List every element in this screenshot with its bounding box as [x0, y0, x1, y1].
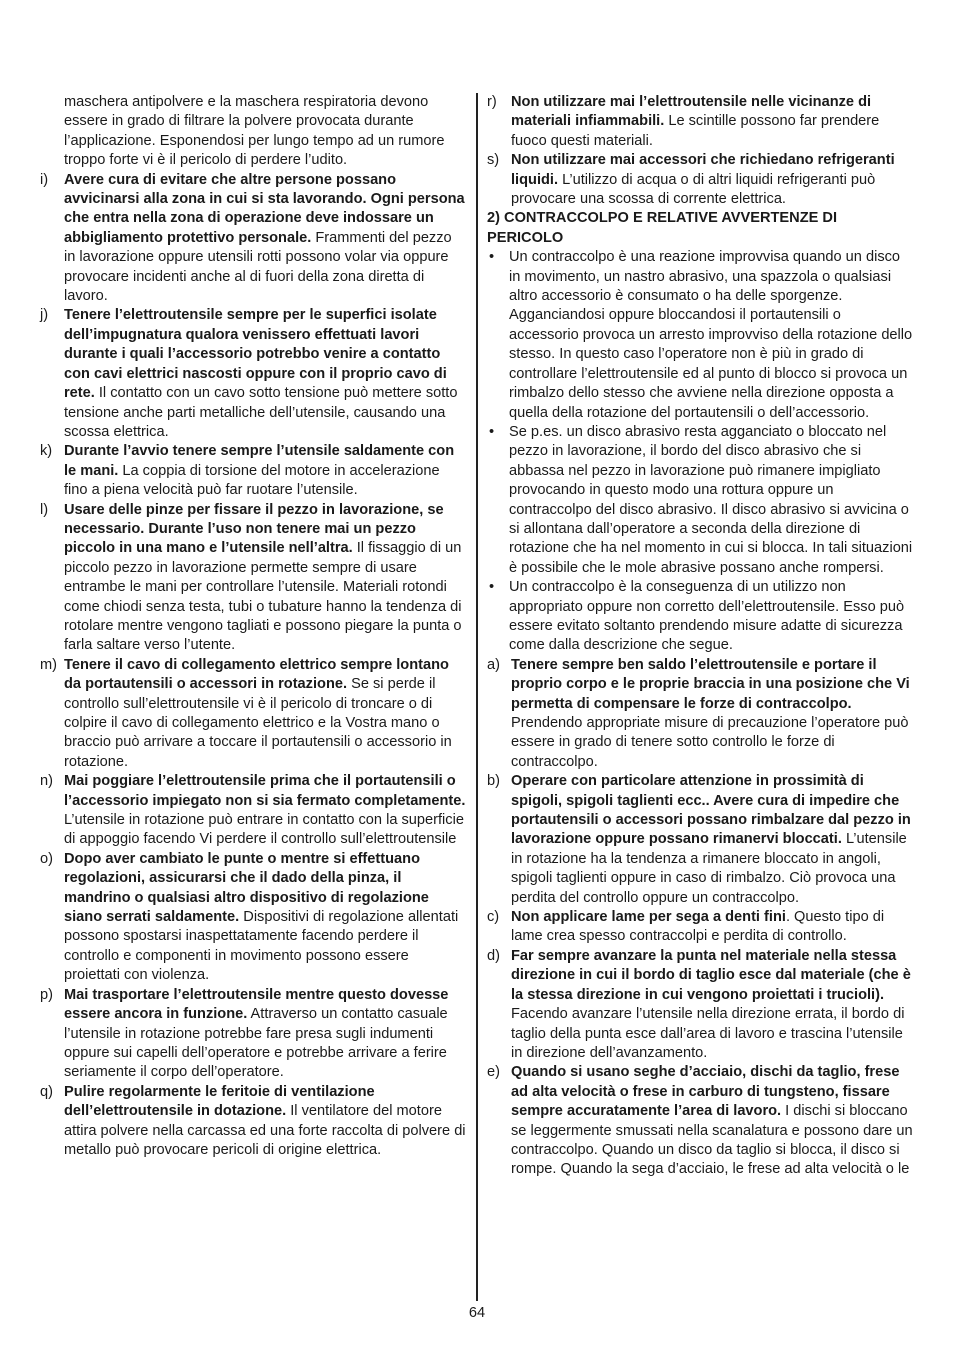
left-column [40, 93, 466, 1160]
item-text: . Questo tipo di lame crea spesso contraccolpi e perdita di controllo. [511, 909, 885, 945]
item-label: l) [40, 501, 49, 518]
item-warning: Far sempre avanzare la punta nel materiale nella stessa direzione in cui il bordo di taglio esce dal materiale (che è la stessa direzione in cui vengono proiettati i trucioli). [511, 947, 911, 1003]
item-label: s) [487, 152, 500, 169]
item-warning: Quando si usano seghe d’acciaio, dischi da taglio, frese ad alta velocità o frese in carburo di tungsteno, fissare sempre accuratamente l’area di lavoro. [511, 1064, 900, 1120]
item-warning: Pulire regolarmente le feritoie di ventilazione dell’elettroutensile in dotazione. [64, 1083, 375, 1120]
item-label: n) [40, 773, 53, 790]
item-label: k) [40, 443, 53, 460]
list-item-r [487, 93, 913, 151]
item-warning: Usare delle pinze per fissare il pezzo in lavorazione, se necessario. Durante l’uso non tenere mai un pezzo piccolo in una mano e l’utensile nell’altra. [64, 501, 444, 557]
list-item-l [40, 501, 466, 656]
list-item-c [487, 908, 913, 947]
item-label: a) [487, 656, 500, 673]
item-label: b) [487, 773, 500, 790]
item-label: j) [40, 307, 49, 324]
bullet-text: Un contraccolpo è una reazione improvvisa quando un disco in movimento, un nastro abrasivo, una spazzola o qualsiasi altro accessorio è consumato o ha delle sporgenze. Agganciandosi oppure bloccandosi il portautensili o accessorio provoca un arresto improvviso della rotazione dello stesso. In questo caso l’operatore non è più in grado di controllare l’elettroutensile ed al punto di blocco si provoca un rimbalzo dello stesso che avviene nella direzione opposta a quella della rotazione del portautensili o dell’accessorio. [509, 249, 913, 421]
list-item-e [487, 1063, 913, 1179]
item-text: Frammenti del pezzo in lavorazione oppure utensili rotti possono volar via oppure provocare incidenti anche al di fuori della zona diretta di lavoro. [64, 229, 452, 305]
item-text: Le scintille possono far prendere fuoco questi materiali. [511, 113, 880, 149]
bullet-text: Un contraccolpo è la conseguenza di un utilizzo non appropriato oppure non corretto dell’elettroutensile. Esso può essere evitato soltanto prendendo misure adatte di sicurezza come dalla descrizione che segue. [509, 579, 905, 654]
item-label: d) [487, 947, 500, 964]
item-text: Il ventilatore del motore attira polvere nella carcassa ed una forte raccolta di polvere di metallo può provocare pericoli di origine elettrica. [64, 1103, 466, 1158]
right-column [487, 93, 913, 1180]
item-text: L’utilizzo di acqua o di altri liquidi refrigeranti può provocare una scossa di corrente elettrica. [511, 171, 876, 208]
intro-paragraph: maschera antipolvere e la maschera respiratoria devono essere in grado di filtrare la polvere provocata durante l’applicazione. Esponendosi per lungo tempo ad un rumore troppo forte vi è il pericolo di perdere l’udito. [64, 94, 445, 169]
bullet-item [487, 578, 913, 656]
item-text: L’utensile in rotazione può entrare in contatto con la superficie di appoggio facendo Vi perdere il controllo sull’elettroutensile [64, 812, 464, 848]
list-item-a [487, 656, 913, 772]
list-item-s [487, 151, 913, 209]
item-warning: Tenere sempre ben saldo l’elettroutensile e portare il proprio corpo e le proprie braccia in una posizione che Vi permetta di compensare le forze di contraccolpo. [511, 656, 910, 712]
bullet-icon: • [489, 423, 495, 440]
item-label: r) [487, 94, 497, 110]
bullet-item [487, 423, 913, 578]
item-label: i) [40, 171, 49, 188]
item-warning: Mai trasportare l’elettroutensile mentre questo dovesse essere ancora in funzione. [64, 986, 449, 1023]
item-label: o) [40, 850, 53, 867]
item-warning: Tenere l’elettroutensile sempre per le superfici isolate dell’impugnatura qualora venissero effettuati lavori durante i quali l’accessorio potrebbo venire a contatto con cavi elettrici nascosti oppure con il proprio cavo di rete. [64, 307, 447, 402]
item-text: Facendo avanzare l’utensile nella direzione errata, il bordo di taglio della punta esce dall’area di lavoro e trascina l’utensile in direzione dell’avanzamento. [511, 1006, 905, 1061]
item-text: Se si perde il controllo sull’elettroutensile vi è il pericolo di troncare o di colpire il cavo di collegamento elettrico e la Vostra mano o braccio può arrivare a toccare il portautensili o accessorio in rotazione. [64, 676, 452, 770]
bullet-icon: • [489, 249, 495, 266]
item-text: Prendendo appropriate misure di precauzione l’operatore può essere in grado di tenere sotto controllo le forze di contraccolpo. [511, 715, 909, 770]
item-label: e) [487, 1064, 500, 1081]
item-warning: Dopo aver cambiato le punte o mentre si effettuano regolazioni, assicurarsi che il dado della pinza, il mandrino o qualsiasi altro dispositivo di regolazione siano serrati saldamente. [64, 850, 429, 926]
item-text: Il contatto con un cavo sotto tensione può mettere sotto tensione anche parti metalliche dell’utensile, causando una scossa elettrica. [64, 385, 458, 440]
list-item-j [40, 306, 466, 442]
list-item-i [40, 171, 466, 307]
column-divider [476, 93, 478, 1301]
list-item-d [487, 947, 913, 1063]
list-item-q [40, 1083, 466, 1161]
bullet-item [487, 248, 913, 423]
item-warning: Avere cura di evitare che altre persone possano avvicinarsi alla zona in cui si sta lavorando. Ogni persona che entra nella zona di operazione deve indossare un abbigliamento protettivo personale. [64, 171, 465, 246]
list-item-o [40, 850, 466, 986]
list-item-b [487, 772, 913, 908]
list-item-m [40, 656, 466, 772]
item-warning: Mai poggiare l’elettroutensile prima che il portautensili o l’accessorio impiegato non si sia fermato completamente. [64, 773, 466, 809]
item-warning: Non utilizzare mai l’elettroutensile nelle vicinanze di materiali infiammabili. [511, 94, 872, 130]
item-warning: Operare con particolare attenzione in prossimità di spigoli, spigoli taglienti ecc.. Avere cura di impedire che portautensili o accessori possano rimbalzare dal pezzo in lavorazione oppure possano rimanervi bloccati. [511, 773, 911, 848]
list-item-k [40, 442, 466, 500]
item-label: c) [487, 909, 500, 926]
page-number: 64 [468, 1305, 486, 1321]
bullet-text: Se p.es. un disco abrasivo resta agganciato o bloccato nel pezzo in lavorazione, il bordo del disco abrasivo che si abbassa nel pezzo in lavorazione può rimanere impigliato provocando in questo modo una rottura oppure un contraccolpo del disco abrasivo. Il disco abrasivo si avvicina o si allontana dall’operatore a seconda della direzione di rotazione che ha nel momento in cui si blocca. In tali situazioni è possibile che le mole abrasive possano anche rompersi. [509, 423, 913, 576]
list-item-p [40, 986, 466, 1083]
item-warning: Non applicare lame per sega a denti fini [511, 909, 786, 926]
item-text: La coppia di torsione del motore in accelerazione fino a piena velocità può far ruotare l’utensile. [64, 462, 440, 499]
item-label: m) [40, 656, 58, 673]
item-warning: Non utilizzare mai accessori che richiedano refrigeranti liquidi. [511, 152, 895, 188]
item-text: I dischi si bloccano se leggermente smussati nella scanalatura e possono dare un contraccolpo. Quando un disco da taglio si blocca, il disco si rompe. Quando la sega d’acciaio, le frese ad alta velocità o le [511, 1103, 913, 1178]
section-heading: 2) CONTRACCOLPO E RELATIVE AVVERTENZE DI PERICOLO [487, 210, 837, 246]
item-warning: Durante l’avvio tenere sempre l’utensile saldamente con le mani. [64, 443, 455, 479]
item-text: Attraverso un contatto casuale l’utensile in rotazione potrebbe fare presa sugli indumenti oppure sui capelli dell’operatore e potrebbe arrivare a ferire seriamente il corpo dell’operatore. [64, 1006, 448, 1081]
item-label: q) [40, 1083, 53, 1100]
item-text: Dispositivi di regolazione allentati possono spostarsi inaspettatamente facendo perdere il controllo e componenti in movimento possono essere proiettati con violenza. [64, 909, 459, 984]
list-item-n [40, 772, 466, 850]
item-text: Il fissaggio di un piccolo pezzo in lavorazione permette sempre di usare entrambe le mani per controllare l’utensile. Materiali rotondi come chiodi senza testa, tubi o tubature hanno la tendenza di rotolare mentre vengono tagliati e possono piegare la punta o farla saltare verso l’utente. [64, 540, 462, 654]
item-label: p) [40, 986, 53, 1003]
bullet-icon: • [489, 579, 495, 596]
item-text: L’utensile in rotazione ha la tendenza a rimanere bloccato in angoli, spigoli taglienti oppure in caso di rimbalzo. Ciò provoca una perdita del controllo oppure un contraccolpo. [511, 831, 907, 906]
item-warning: Tenere il cavo di collegamento elettrico sempre lontano da portautensili o accessori in rotazione. [64, 656, 449, 693]
